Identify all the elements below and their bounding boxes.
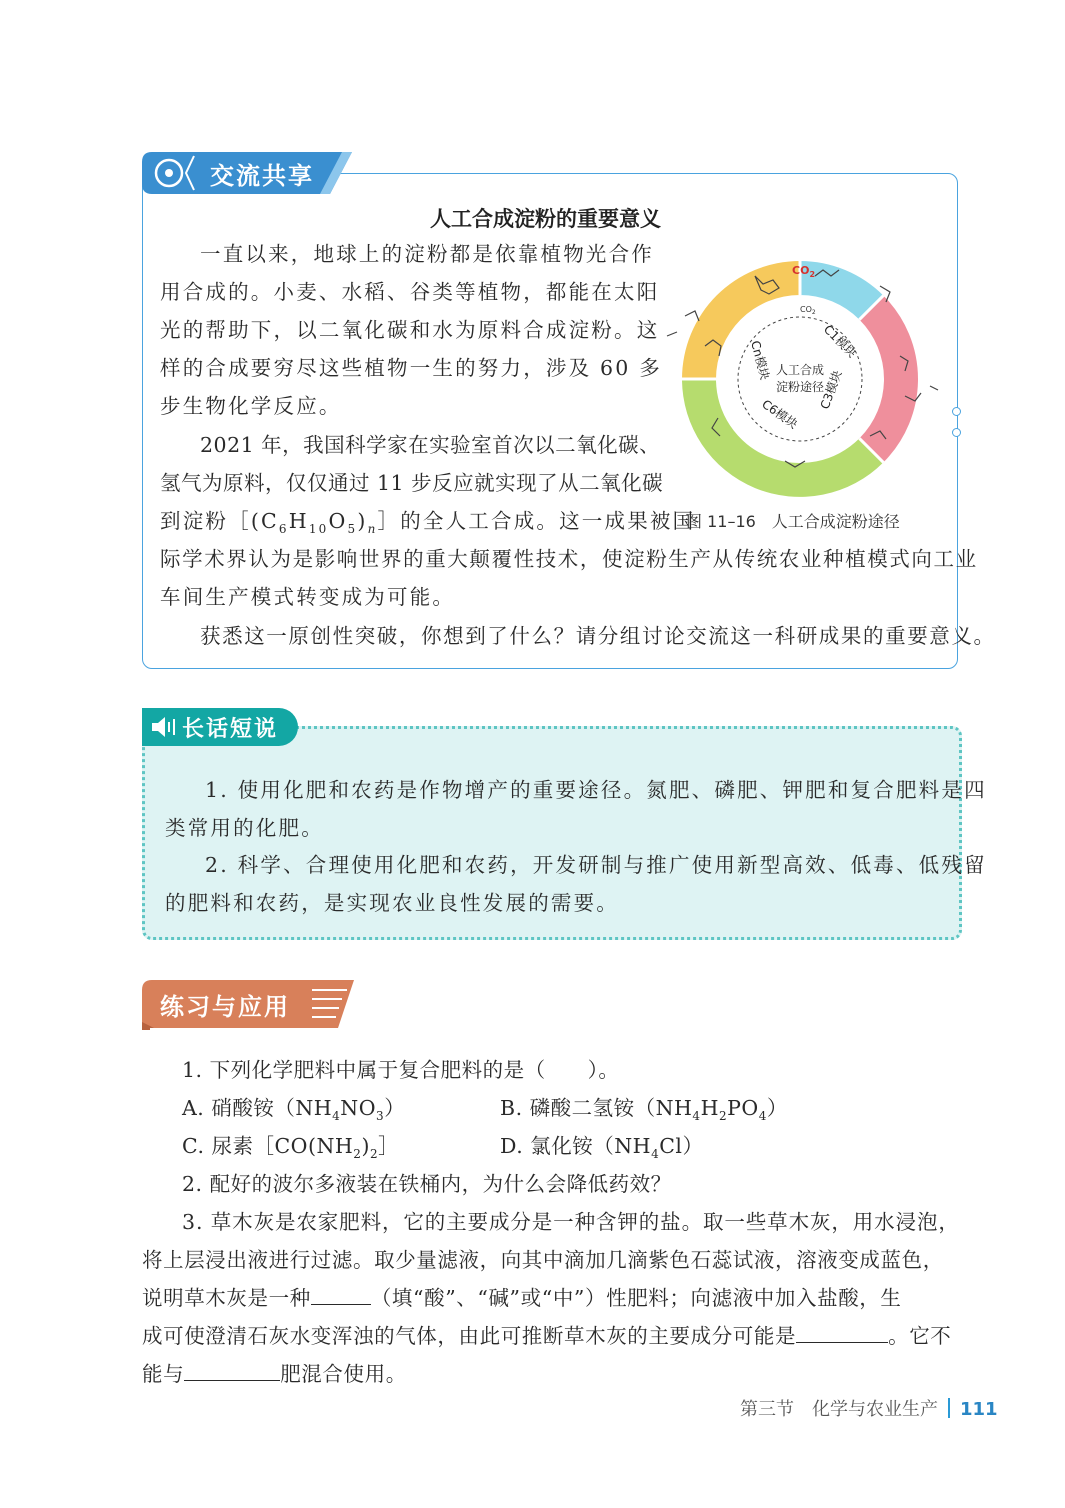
summary-line: 2. 科学、合理使用化肥和农药，开发研制与推广使用新型高效、低毒、低残留 [205,853,987,877]
paragraph-line: 用合成的。小麦、水稻、谷类等植物，都能在太阳 [160,280,660,304]
paragraph-line: 样的合成要穷尽这些植物一生的努力，涉及 60 多 [160,356,662,380]
speaker-icon [150,716,178,738]
question-3-line: 成可使澄清石灰水变浑浊的气体，由此可推断草木灰的主要成分可能是 。它不 [142,1324,952,1348]
footer-divider [948,1398,950,1418]
starch-formula: $(C_6H_{10}O_5)_n$ [250,509,378,537]
section-title: 第三节 化学与农业生产 [740,1399,938,1420]
paragraph-line: 光的帮助下，以二氧化碳和水为原料合成淀粉。这 [160,318,660,342]
exchange-title: 人工合成淀粉的重要意义 [430,207,661,231]
question-2: 2. 配好的波尔多液装在铁桶内，为什么会降低药效？ [182,1172,672,1196]
paragraph-line: 2021 年，我国科学家在实验室首次以二氧化碳、 [200,433,661,457]
page-number: 111 [960,1399,998,1420]
co2-inner-label: $CO_2$ [800,305,816,316]
practice-tab-label: 练习与应用 [160,993,290,1021]
question-1-option-a: A. 硝酸铵$(NH_4NO_3)$ [182,1096,406,1124]
box-connector-dot [952,407,961,416]
paragraph-line: 车间生产模式转变成为可能。 [160,585,456,609]
starch-pathway-figure [665,246,945,501]
paragraph-line: 一直以来，地球上的淀粉都是依靠植物光合作 [200,242,654,266]
c6-sector [682,379,883,497]
question-3-line: 3. 草木灰是农家肥料，它的主要成分是一种含钾的盐。取一些草木灰，用水浸泡， [182,1210,960,1234]
c3-module-label: C3模块 [817,368,845,412]
paragraph-line: 获悉这一原创性突破，你想到了什么？请分组讨论交流这一科研成果的重要意义。 [200,624,996,648]
paragraph-line: 际学术界认为是影响世界的重大颠覆性技术，使淀粉生产从传统农业种植模式向工业 [160,547,978,571]
summary-line: 的肥料和农药，是实现农业良性发展的需要。 [165,891,619,915]
question-3-line: 将上层浸出液进行过滤。取少量滤液，向其中滴加几滴紫色石蕊试液，溶液变成蓝色， [142,1248,944,1272]
question-1-option-d: D. 氯化铵$(NH_4Cl)$ [500,1134,704,1162]
exchange-tab-label: 交流共享 [210,162,314,190]
page-footer [740,1395,998,1421]
paragraph-line: 到淀粉$[(C_6H_{10}O_5)_n]$的全人工合成。这一成果被国 [160,509,696,537]
answer-blank[interactable] [311,1286,371,1305]
question-1-stem: 1. 下列化学肥料中属于复合肥料的是（ ）。 [182,1058,620,1082]
answer-blank[interactable] [796,1324,888,1343]
summary-tab-label: 长话短说 [182,717,279,742]
box-connector-dot [952,428,961,437]
figure-caption: 图 11–16 人工合成淀粉途径 [686,512,900,531]
summary-line: 类常用的化肥。 [165,816,324,840]
question-1-option-c: C. 尿素$[CO(NH_2)_2]$ [182,1134,400,1162]
paragraph-line: 氢气为原料，仅仅通过 11 步反应就实现了从二氧化碳 [160,471,664,495]
cn-module-label: Cn模块 [748,339,772,382]
c6-module-label: C6模块 [759,396,801,432]
practice-tab-fold [142,1026,150,1030]
c1-module-label: C1模块 [820,322,860,361]
pathway-center-label-1: 人工合成 [775,363,825,377]
question-3-line: 能与 肥混合使用。 [142,1362,407,1386]
pathway-center-label-2: 淀粉途径 [775,380,825,394]
answer-blank[interactable] [184,1362,280,1381]
summary-line: 1. 使用化肥和农药是作物增产的重要途径。氮肥、磷肥、钾肥和复合肥料是四 [205,778,987,802]
question-1-option-b: B. 磷酸二氢铵$(NH_4H_2PO_4)$ [500,1096,788,1124]
question-3-line: 说明草木灰是一种 （填“酸”、“碱”或“中”）性肥料；向滤液中加入盐酸，生 [142,1286,902,1310]
paragraph-line: 步生物化学反应。 [160,394,342,418]
co2-label: $CO_2$ [792,264,816,279]
